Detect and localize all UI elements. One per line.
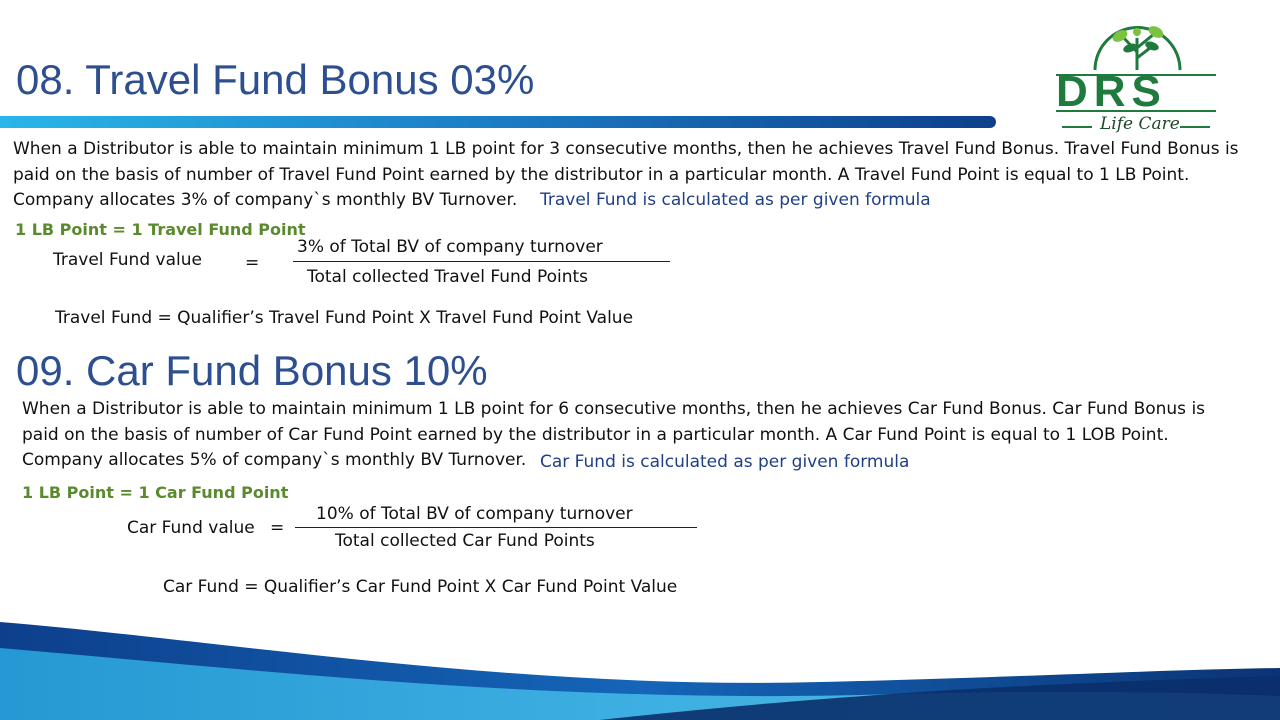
car-fund-numerator: 10% of Total BV of company turnover — [316, 504, 633, 524]
car-fund-formula-note: Car Fund is calculated as per given formula — [540, 452, 910, 472]
logo-tagline: Life Care — [1100, 114, 1180, 134]
logo-brand: DRS — [1056, 67, 1167, 116]
paragraph-line: paid on the basis of number of Travel Fund Point earned by the distributor in a particular month. A Travel Fund Point is equal to 1 LB Point. — [13, 164, 1190, 185]
footer-wave-decoration — [0, 600, 1280, 720]
equals-sign: = — [245, 253, 260, 273]
heading-underbar — [0, 116, 996, 128]
equals-sign: = — [270, 518, 285, 538]
travel-fund-denominator: Total collected Travel Fund Points — [307, 267, 589, 287]
drs-life-care-logo — [1050, 8, 1225, 140]
paragraph-line: paid on the basis of number of Car Fund Point earned by the distributor in a particular month. A Car Fund Point is equal to 1 LOB Point. — [22, 424, 1169, 445]
travel-fund-heading: 08. Travel Fund Bonus 03% — [16, 56, 535, 103]
travel-fund-formula-note: Travel Fund is calculated as per given formula — [540, 190, 931, 210]
travel-fund-value-label: Travel Fund value — [53, 250, 202, 270]
travel-fund-final-formula: Travel Fund = Qualifier’s Travel Fund Point X Travel Fund Point Value — [55, 308, 634, 328]
paragraph-line: Company allocates 5% of company`s monthly BV Turnover. — [22, 450, 527, 470]
car-fund-equivalence: 1 LB Point = 1 Car Fund Point — [22, 483, 289, 502]
car-fund-final-formula: Car Fund = Qualifier’s Car Fund Point X Car Fund Point Value — [163, 577, 678, 597]
paragraph-line: Company allocates 3% of company`s monthly BV Turnover. — [13, 190, 518, 210]
paragraph-line: When a Distributor is able to maintain minimum 1 LB point for 3 consecutive months, then he achieves Travel Fund Bonus. Travel Fund Bonus is — [13, 139, 1239, 159]
car-fund-denominator: Total collected Car Fund Points — [335, 531, 595, 551]
fraction-line — [293, 261, 670, 262]
car-fund-value-label: Car Fund value — [127, 518, 255, 538]
travel-fund-equivalence: 1 LB Point = 1 Travel Fund Point — [15, 220, 306, 239]
fraction-line — [295, 527, 697, 528]
paragraph-line: When a Distributor is able to maintain minimum 1 LB point for 6 consecutive months, then he achieves Car Fund Bonus. Car Fund Bonus is — [22, 399, 1206, 419]
travel-fund-numerator: 3% of Total BV of company turnover — [297, 237, 603, 257]
car-fund-heading: 09. Car Fund Bonus 10% — [16, 347, 488, 394]
